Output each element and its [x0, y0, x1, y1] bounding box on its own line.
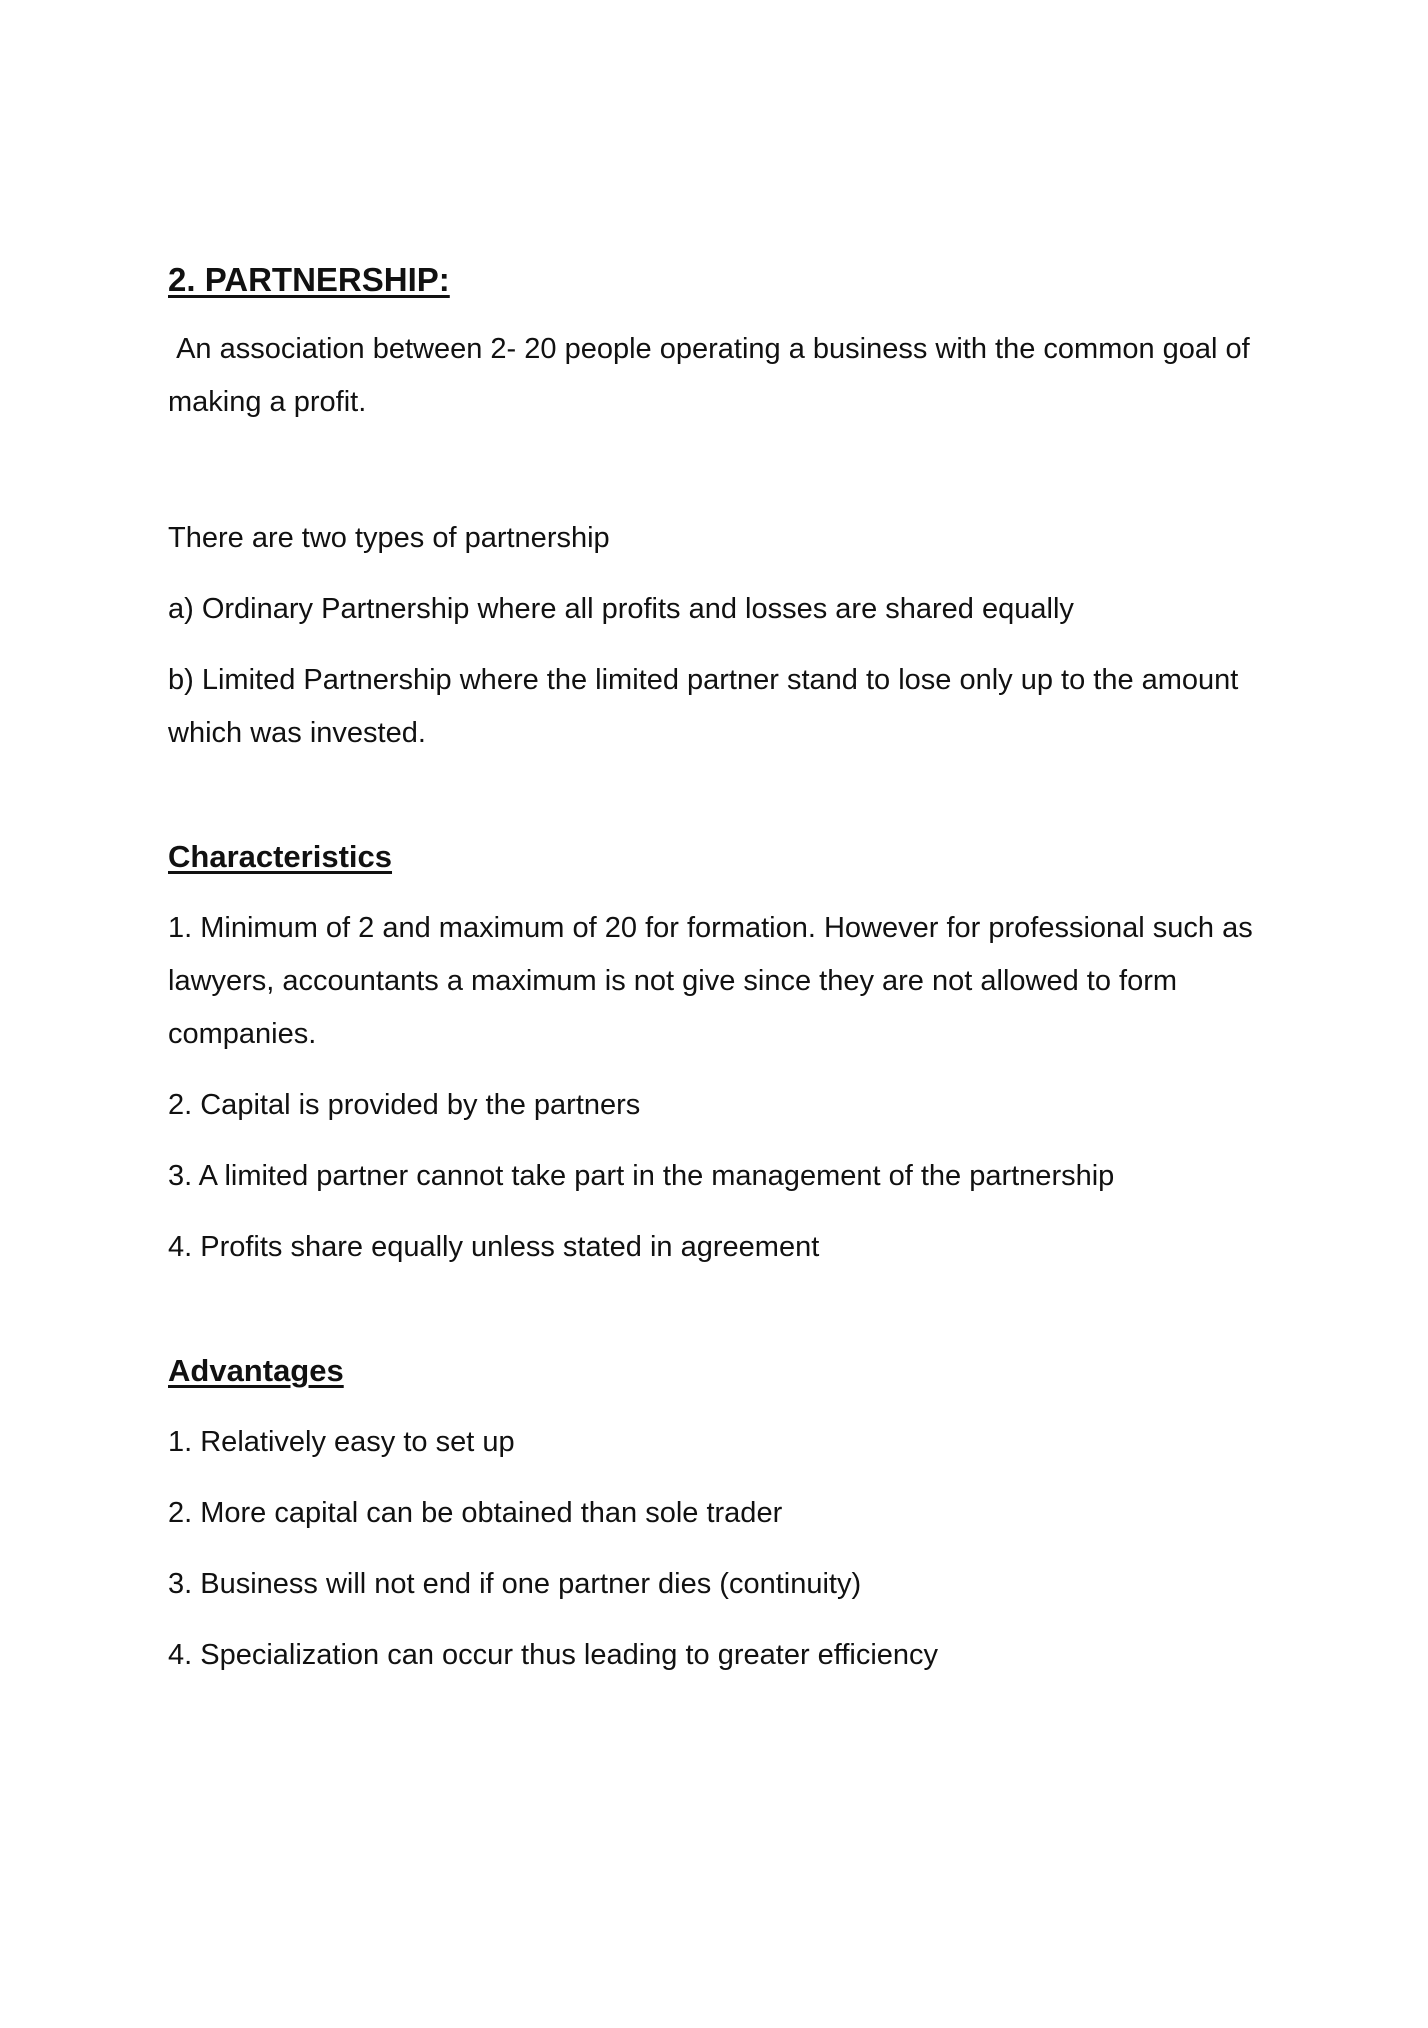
characteristic-item: 3. A limited partner cannot take part in the management of the partnership [168, 1160, 1115, 1192]
intro-paragraph: An association between 2- 20 people operating a business with the common goal of making a profit. [168, 333, 1258, 418]
characteristics-heading: Characteristics [168, 839, 393, 874]
advantage-item: 1. Relatively easy to set up [168, 1426, 515, 1458]
type-item-limited: b) Limited Partnership where the limited partner stand to lose only up to the amount which was invested. [168, 664, 1239, 749]
advantages-heading: Advantages [168, 1353, 344, 1388]
advantage-item: 4. Specialization can occur thus leading to greater efficiency [168, 1639, 939, 1671]
page-title: 2. PARTNERSHIP: [168, 261, 450, 298]
type-item-ordinary: a) Ordinary Partnership where all profits and losses are shared equally [168, 593, 1074, 625]
document-page [168, 256, 1258, 1682]
characteristic-item: 4. Profits share equally unless stated in agreement [168, 1231, 820, 1263]
advantage-item: 3. Business will not end if one partner dies (continuity) [168, 1568, 862, 1600]
characteristic-item: 2. Capital is provided by the partners [168, 1089, 641, 1121]
advantage-item: 2. More capital can be obtained than sole trader [168, 1497, 783, 1529]
types-lead: There are two types of partnership [168, 522, 610, 554]
characteristic-item: 1. Minimum of 2 and maximum of 20 for formation. However for professional such as lawyers, accountants a maximum is not give since they are not allowed to form companies. [168, 912, 1253, 1050]
